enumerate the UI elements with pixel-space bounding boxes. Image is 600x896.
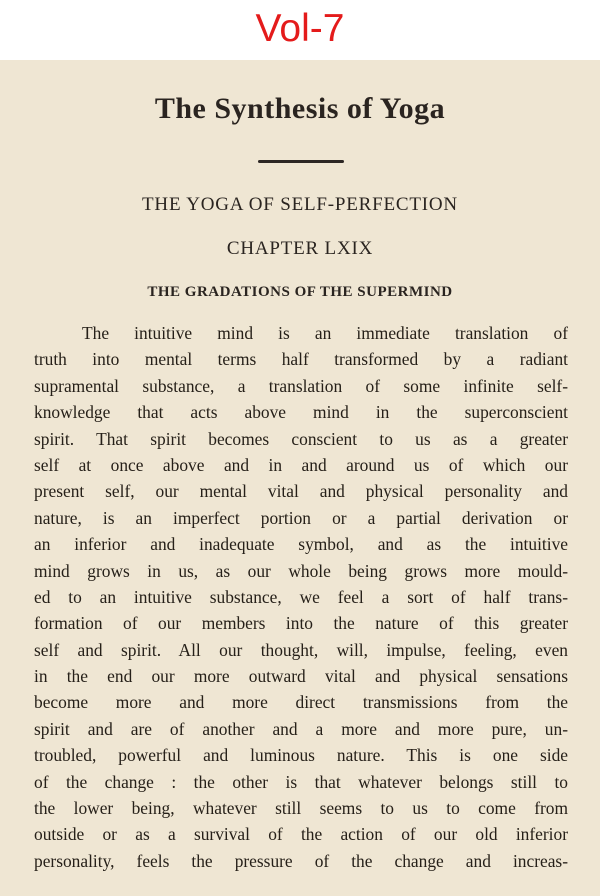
paragraph-line: The intuitive mind is an immediate translation of [82,323,568,343]
paragraph-line: nature, is an imperfect portion or a partial derivation or [34,507,568,528]
paragraph-line: troubled, powerful and luminous nature. This is one side [34,745,568,766]
paragraph-line: mind grows in us, as our whole being grows more mould- [34,560,568,581]
paragraph-line: personality, feels the pressure of the change and increas- [34,850,568,871]
book-title: The Synthesis of Yoga [154,92,446,125]
paragraph-line: outside or as a survival of the action of our old inferior [34,824,568,845]
paragraph-line: ed to an intuitive substance, we feel a sort of half trans- [34,586,568,607]
paragraph-line: formation of our members into the nature of this greater [34,613,568,634]
section-title: THE GRADATIONS OF THE SUPERMIND [147,284,453,300]
paragraph-line: the lower being, whatever still seems to us to come from [34,798,568,819]
book-page [0,60,600,896]
paragraph-line: become more and more direct transmissions from the [34,692,568,713]
paragraph-line: present self, our mental vital and physical personality and [34,481,568,502]
body-paragraph [34,320,568,874]
volume-label: Vol-7 [255,7,345,50]
chapter-heading: CHAPTER LXIX [226,238,374,259]
paragraph-line: an inferior and inadequate symbol, and as the intuitive [34,534,568,555]
paragraph-line: truth into mental terms half transformed by a radiant [34,349,568,370]
paragraph-line: spirit. That spirit becomes conscient to us as a greater [34,428,568,449]
part-title: THE YOGA OF SELF-PERFECTION [142,194,458,215]
paragraph-line: in the end our more outward vital and physical sensations [34,666,568,687]
volume-banner [0,0,600,60]
paragraph-line: spirit and are of another and a more and more pure, un- [34,718,568,739]
paragraph-line: of the change : the other is that whatever belongs still to [34,771,568,792]
paragraph-line: knowledge that acts above mind in the superconscient [34,402,568,423]
paragraph-line: self at once above and in and around us of which our [34,454,568,475]
paragraph-line: self and spirit. All our thought, will, impulse, feeling, even [34,639,568,660]
paragraph-line: supramental substance, a translation of some infinite self- [34,375,568,396]
title-divider [258,160,344,163]
